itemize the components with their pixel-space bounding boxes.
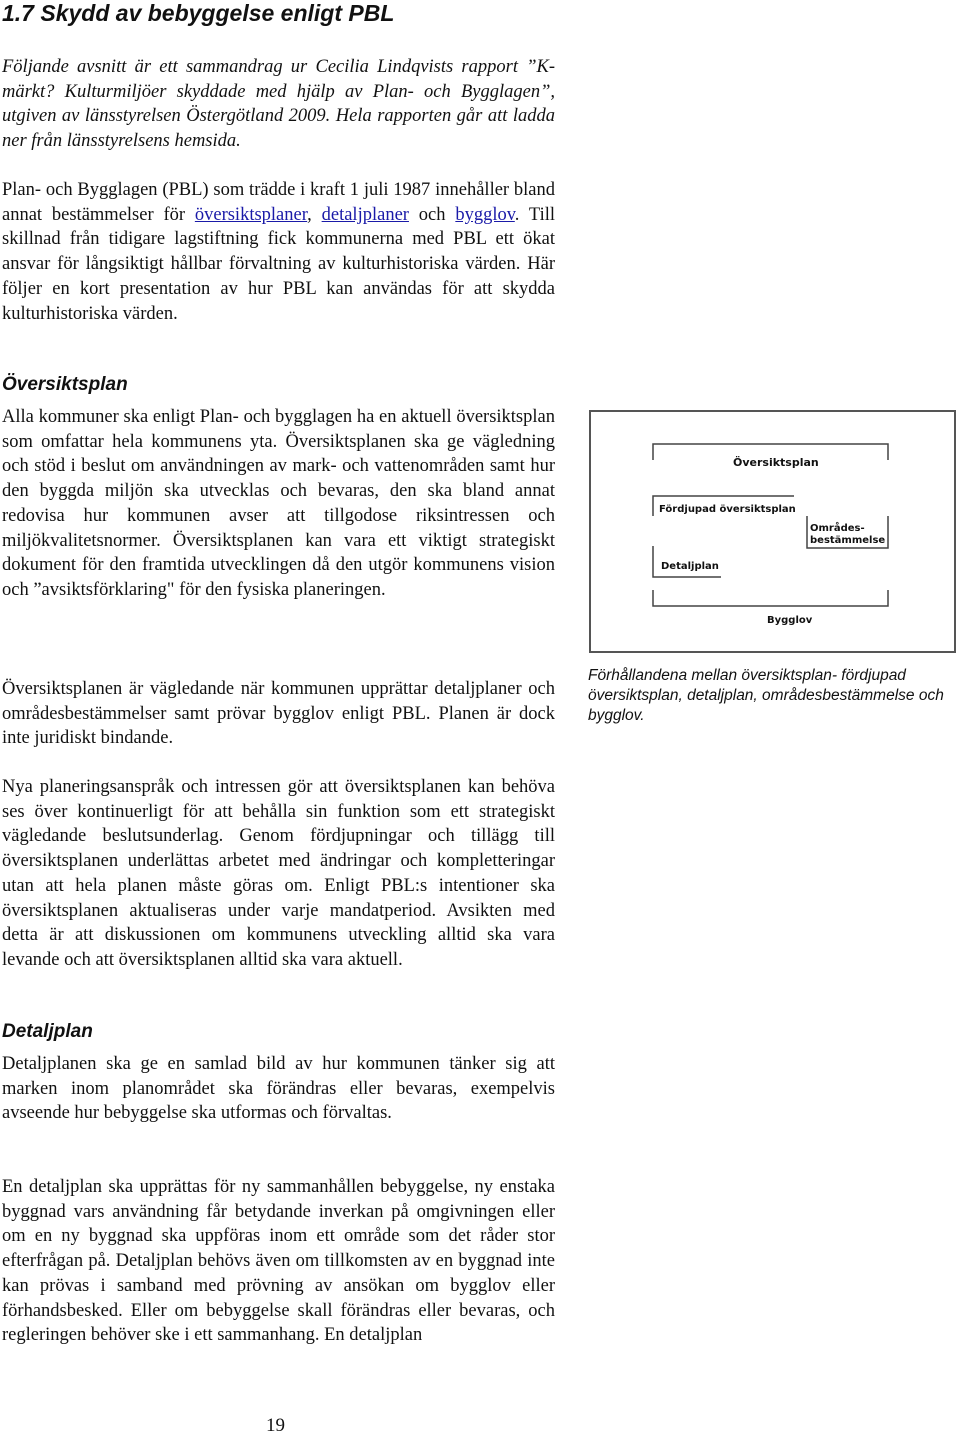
diagram-label-oversiktsplan: Översiktsplan — [733, 456, 819, 469]
bygglov-bracket — [653, 590, 888, 606]
link-detaljplaner[interactable]: detaljplaner — [321, 204, 409, 225]
pbl-sep-2: och — [408, 204, 456, 225]
link-oversiktsplaner[interactable]: översiktsplaner — [194, 204, 308, 225]
planning-hierarchy-diagram — [589, 410, 956, 653]
figure-caption: Förhållandena mellan översiktsplan- fördjupad översiktsplan, detaljplan, områdesbestämmelse och bygglov. — [588, 667, 944, 724]
oversiktsplan-paragraph-3: Nya planeringsanspråk och intressen gör att översiktsplanen kan behöva ses över kontinuerligt för att behålla sin funktion som ett strategiskt vägledande beslutsunderlag. Genom fördjupningar och tillägg till översiktsplanen underlättas arbetet med ändringar och kompletteringar utan att hela planen måste göras om. Enligt PBL:s intentioner ska översiktsplanen aktualiseras under varje mandatperiod. Avsikten med detta är att diskussionen om kommunens utveckling alltid ska vara levande och att översiktsplanen alltid ska vara aktuell. — [2, 777, 555, 970]
section-heading: 1.7 Skydd av bebyggelse enligt PBL — [2, 0, 395, 26]
heading-oversiktsplan: Översiktsplan — [2, 374, 128, 395]
detaljplan-paragraph-2: En detaljplan ska upprättas för ny sammanhållen bebyggelse, ny enstaka byggnad vars användning får betydande inverkan på omgivningen eller om en ny byggnad ska uppföras inom ett område som det råder stor efterfrågan på. Detaljplan behövs även om tillkomsten av en byggnad inte kan prövas i samband med prövning av ansökan om bygglov eller förhandsbesked. Eller om bebyggelse skall förändras eller bevaras, och regleringen behöver ske i ett sammanhang. En detaljplan — [2, 1177, 555, 1346]
heading-detaljplan: Detaljplan — [2, 1021, 93, 1042]
pbl-paragraph — [2, 178, 555, 326]
intro-paragraph: Följande avsnitt är ett sammandrag ur Cecilia Lindqvists rapport ”K-märkt? Kulturmiljöer skyddade med hjälp av Plan- och Bygglagen”, utgiven av länsstyrelsen Östergötland 2009. Hela rapporten går att ladda ner från länsstyrelsens hemsida. — [2, 57, 555, 152]
link-bygglov[interactable]: bygglov — [455, 204, 515, 225]
oversiktsplan-paragraph-1: Alla kommuner ska enligt Plan- och bygglagen ha en aktuell översiktsplan som omfattar hela kommunens yta. Översiktsplanen ska ge vägledning och stöd i beslut om användningen av mark- och vattenområden samt hur den byggda miljön ska utvecklas och bevaras, den ska bland annat redovisa hur kommunen avser att tillgodose riksintressen och miljökvalitetsnormer. Översiktsplanen kan vara ett viktigt strategiskt dokument för den framtida utvecklingen då den utgör kommunens vision och ”avsiktsförklaring" för den fysiska planeringen. — [2, 407, 555, 600]
oversiktsplan-paragraph-2: Översiktsplanen är vägledande när kommunen upprättar detaljplaner och områdesbestämmelser samt prövar bygglov enligt PBL. Planen är dock inte juridiskt bindande. — [2, 679, 555, 749]
page-number: 19 — [266, 1415, 285, 1436]
diagram-label-detaljplan: Detaljplan — [661, 561, 719, 572]
pbl-text-before: Plan- och Bygglagen (PBL) som trädde i kraft 1 juli 1987 innehåller bland annat bestämmelser för — [2, 180, 555, 225]
diagram-label-bygglov: Bygglov — [767, 615, 813, 626]
diagram-label-fordjupad: Fördjupad översiktsplan — [659, 504, 796, 515]
diagram-svg — [591, 412, 954, 651]
detaljplan-paragraph-1: Detaljplanen ska ge en samlad bild av hur kommunen tänker sig att marken inom planområdet ska förändras eller bevaras, exempelvis avseende hur bebyggelse ska utformas och förvaltas. — [2, 1054, 555, 1124]
diagram-label-omrades-1: Områdes- — [810, 523, 865, 534]
pbl-text-after: . Till skillnad från tidigare lagstiftning fick kommunerna med PBL ett ökat ansvar för långsiktigt hållbar förvaltning av kulturhistoriska värden. Här följer en kort presentation av hur PBL kan användas för att skydda kulturhistoriska värden. — [2, 204, 555, 324]
diagram-label-omrades-2: bestämmelse — [810, 535, 886, 546]
pbl-sep-1: , — [307, 204, 322, 225]
